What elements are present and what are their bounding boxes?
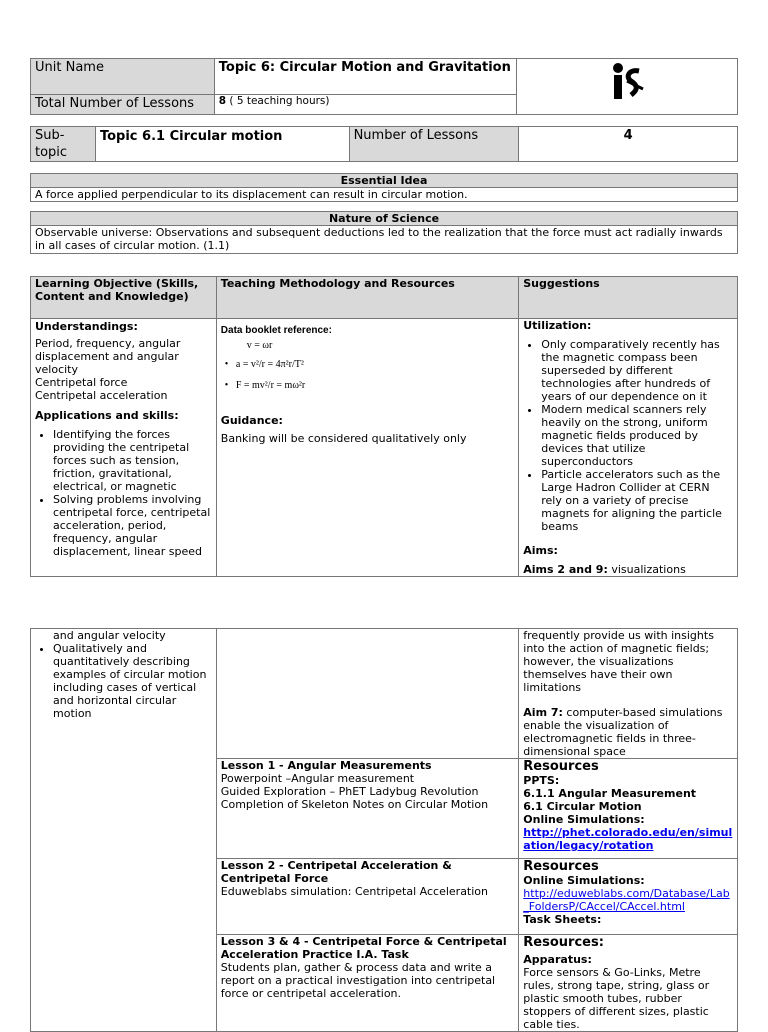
unit-name-label: Unit Name (31, 59, 215, 95)
utilization-item: • Particle accelerators such as the Large Hadron Collider at CERN rely on a variety of precise magnets for aligning the particle beams (541, 468, 733, 533)
lesson-3-title: Lesson 3 & 4 - Centripetal Force & Centripetal Acceleration Practice I.A. Task (220, 935, 507, 961)
teaching-methodology-cell (216, 319, 518, 577)
phet-rotation-link[interactable]: http://phet.colorado.edu/en/simulation/legacy/rotation (523, 826, 733, 852)
formula-2: • a = v²/r = 4π²r/T² (224, 359, 304, 370)
header-suggestions: Suggestions (519, 277, 738, 319)
subtopic-lessons-value: 4 (519, 127, 738, 162)
application-item: • Solving problems involving centripetal force, centripetal acceleration, period, frequency, angular displacement, linear speed (53, 493, 212, 558)
nature-of-science-text: Observable universe: Observations and subsequent deductions led to the realization that the force must act radially inwards in all cases of circular motion. (1.1) (31, 226, 738, 254)
ppts-label: PPTS: (523, 774, 560, 787)
online-simulations-label: Online Simulations: (523, 874, 645, 887)
applications-heading: Applications and skills: (35, 409, 179, 422)
aims-cont-text: frequently provide us with insights into the action of magnetic fields; however, the visualizations themselves have their own limitations (523, 629, 714, 694)
lesson-1-title: Lesson 1 - Angular Measurements (220, 759, 432, 772)
lesson-1-line: Completion of Skeleton Notes on Circular Motion (220, 798, 489, 811)
lesson-2-cell (216, 859, 519, 935)
unit-name-value: Topic 6: Circular Motion and Gravitation (214, 59, 517, 95)
task-sheets-label: Task Sheets: (523, 913, 602, 926)
application-cont-line: and angular velocity (53, 629, 166, 642)
suggestions-cell (519, 319, 738, 577)
learning-objective-cell (31, 319, 217, 577)
essential-idea-heading: Essential Idea (31, 174, 738, 188)
blank-methodology-cell (216, 629, 519, 759)
online-simulations-label: Online Simulations: (523, 813, 645, 826)
eduweblabs-link[interactable]: http://eduweblabs.com/Database/Lab_FoldersP/CAccel/CAccel.html (523, 887, 730, 913)
header-teaching-methodology: Teaching Methodology and Resources (216, 277, 518, 319)
school-logo-cell (517, 59, 738, 115)
aims-2-9: Aims 2 and 9: visualizations (523, 563, 686, 576)
subtopic-label: Sub-topic (31, 127, 96, 162)
main-table (30, 276, 738, 577)
lesson-1-resources-heading: Resources (523, 759, 599, 774)
lesson-3-cell (216, 935, 519, 1032)
understandings-heading: Understandings: (35, 320, 138, 333)
nature-of-science-table (30, 211, 738, 254)
lesson-1-line: Powerpoint –Angular measurement (220, 772, 415, 785)
lesson-3-resources-heading: Resources: (523, 935, 604, 950)
aims-cont-cell (519, 629, 738, 759)
subtopic-title: Topic 6.1 Circular motion (95, 127, 349, 162)
header-learning-objective: Learning Objective (Skills, Content and Knowledge) (31, 277, 217, 319)
application-item: • Qualitatively and quantitatively describing examples of circular motion including cases of vertical and horizontal circular motion (53, 642, 212, 720)
aim-7: Aim 7: computer-based simulations enable the visualization of electromagnetic fields in three-dimensional space (523, 706, 723, 758)
data-booklet-heading: Data booklet reference: (220, 325, 332, 336)
aims-heading: Aims: (523, 544, 558, 557)
lesson-2-resources-heading: Resources (523, 859, 599, 874)
essential-idea-text: A force applied perpendicular to its displacement can result in circular motion. (31, 188, 738, 202)
guidance-text: Banking will be considered qualitatively only (220, 432, 467, 445)
lesson-3-text: Students plan, gather & process data and write a report on a practical investigation into centripetal force or centripetal acceleration. (220, 961, 496, 1000)
lesson-1-line: Guided Exploration – PhET Ladybug Revolution (220, 785, 479, 798)
formula-list (221, 339, 514, 392)
formula-1: v = ωr (246, 340, 273, 351)
lesson-2-line: Eduweblabs simulation: Centripetal Acceleration (220, 885, 489, 898)
subtopic-table (30, 126, 738, 162)
utilization-item: • Modern medical scanners rely heavily on the strong, uniform magnetic fields produced by devices that utilize superconductors (541, 403, 733, 468)
total-lessons-value: 8 ( 5 teaching hours) (214, 95, 517, 115)
learning-objective-cont-cell (31, 629, 217, 1032)
understanding-3: Centripetal acceleration (35, 389, 168, 402)
guidance-heading: Guidance: (220, 414, 283, 427)
school-logo (521, 59, 733, 111)
understanding-1: Period, frequency, angular displacement and angular velocity (35, 337, 181, 376)
continuation-table (30, 628, 738, 1032)
unit-table (30, 58, 738, 115)
ppt-1-title: 6.1.1 Angular Measurement (523, 787, 697, 800)
utilization-heading: Utilization: (523, 319, 592, 332)
nature-of-science-heading: Nature of Science (31, 212, 738, 226)
application-item: • Identifying the forces providing the centripetal forces such as tension, friction, gravitational, electrical, or magnetic (53, 428, 212, 493)
ppt-2-title: 6.1 Circular Motion (523, 800, 642, 813)
total-lessons-label: Total Number of Lessons (31, 95, 215, 115)
lesson-2-resources-cell (519, 859, 738, 935)
lesson-3-resources-cell (519, 935, 738, 1032)
apparatus-label: Apparatus: (523, 953, 592, 966)
formula-3: • F = mv²/r = mω²r (224, 380, 306, 391)
apparatus-text: Force sensors & Go-Links, Metre rules, strong tape, string, glass or plastic smooth tubes, rubber stoppers of different sizes, plastic cable ties. (523, 966, 710, 1031)
essential-idea-table (30, 173, 738, 202)
utilization-item: • Only comparatively recently has the magnetic compass been superseded by different technologies after hundreds of years of our dependence on it (541, 338, 733, 403)
understanding-2: Centripetal force (35, 376, 128, 389)
lesson-1-cell (216, 759, 519, 859)
school-logo-icon (605, 59, 649, 111)
lesson-2-title: Lesson 2 - Centripetal Acceleration & Centripetal Force (220, 859, 452, 885)
subtopic-lessons-label: Number of Lessons (349, 127, 519, 162)
lesson-1-resources-cell (519, 759, 738, 859)
